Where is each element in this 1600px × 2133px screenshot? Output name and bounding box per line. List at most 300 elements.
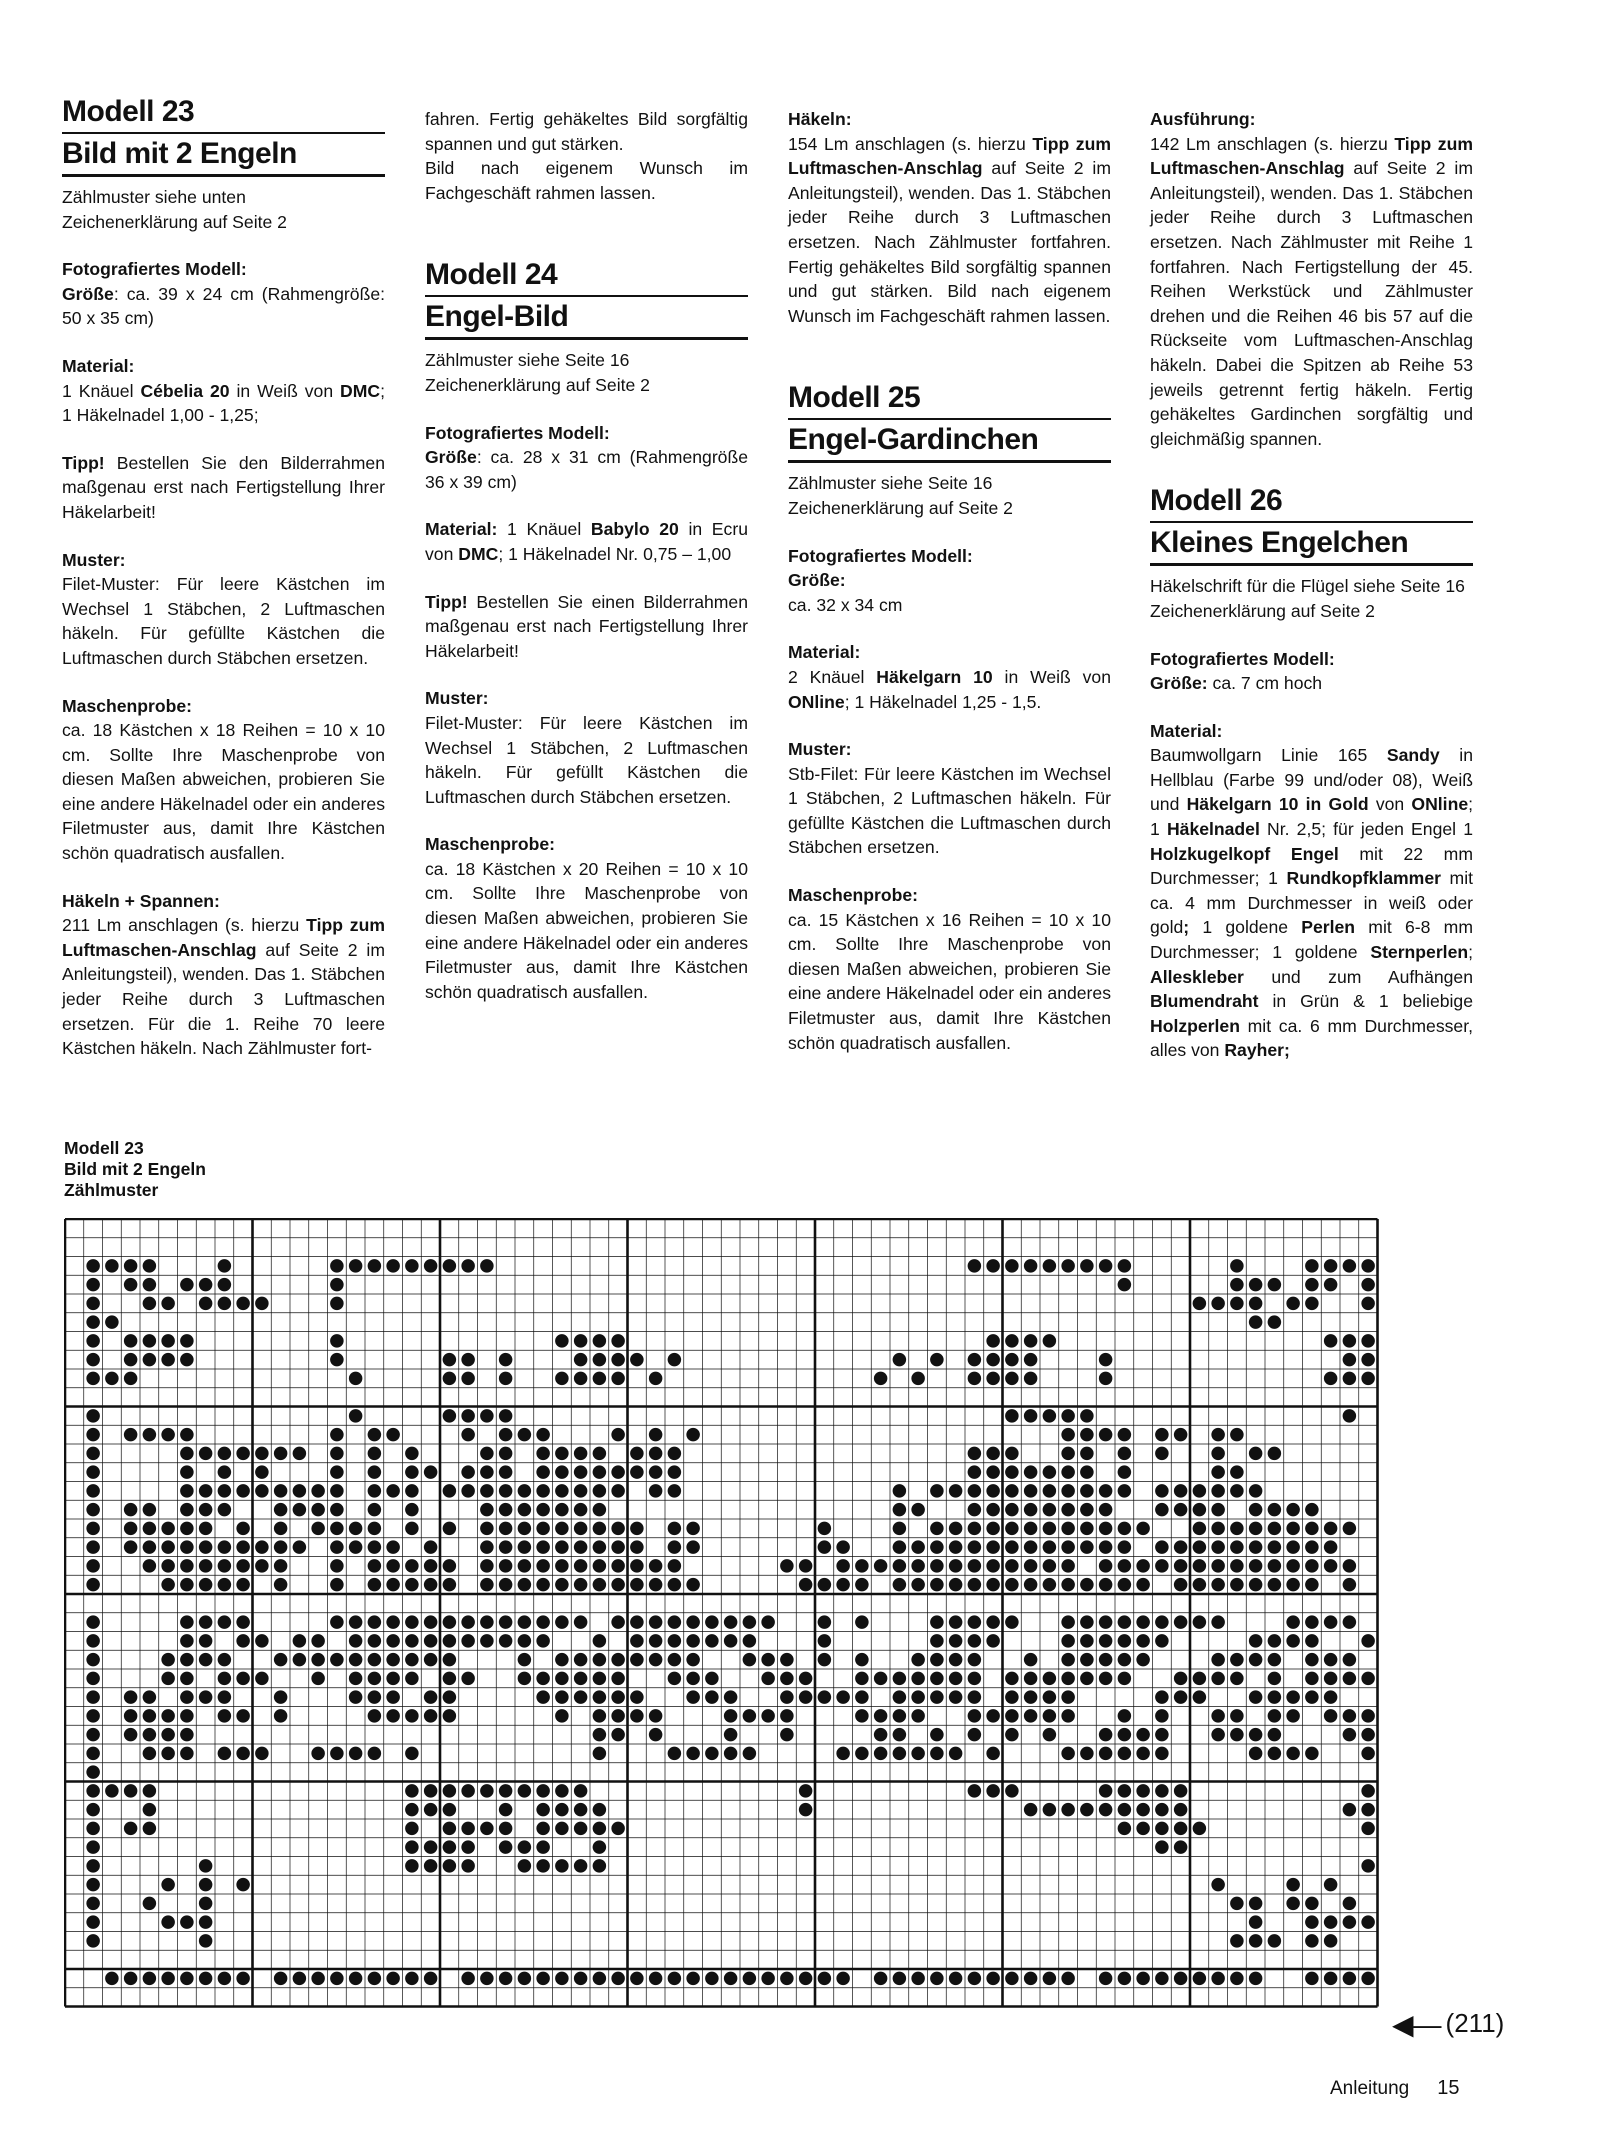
filled-square-dot (86, 1690, 100, 1704)
filled-square-dot (368, 1653, 382, 1667)
filled-square-dot (330, 1747, 344, 1761)
filled-square-dot (949, 1672, 963, 1686)
filled-square-dot (574, 1353, 588, 1367)
filled-square-dot (1211, 1428, 1225, 1442)
filled-square-dot (330, 1578, 344, 1592)
filled-square-dot (424, 1653, 438, 1667)
filled-square-dot (593, 1690, 607, 1704)
filled-square-dot (1099, 1259, 1113, 1273)
filled-square-dot (499, 1428, 513, 1442)
filled-square-dot (461, 1259, 475, 1273)
filled-square-dot (1005, 1465, 1019, 1479)
filled-square-dot (405, 1672, 419, 1686)
filled-square-dot (893, 1972, 907, 1986)
filled-square-dot (780, 1728, 794, 1742)
filled-square-dot (555, 1690, 569, 1704)
filled-square-dot (968, 1503, 982, 1517)
filled-square-dot (1099, 1484, 1113, 1498)
filled-square-dot (330, 1503, 344, 1517)
filled-square-dot (1361, 1915, 1375, 1929)
filled-square-dot (911, 1672, 925, 1686)
filled-square-dot (199, 1915, 213, 1929)
filled-square-dot (161, 1559, 175, 1573)
filled-square-dot (1343, 1578, 1357, 1592)
filled-square-dot (1061, 1747, 1075, 1761)
filled-square-dot (968, 1653, 982, 1667)
filled-square-dot (1155, 1540, 1169, 1554)
filled-square-dot (574, 1615, 588, 1629)
filled-square-dot (668, 1615, 682, 1629)
filled-square-dot (1024, 1503, 1038, 1517)
filled-square-dot (405, 1578, 419, 1592)
filled-square-dot (499, 1615, 513, 1629)
filled-square-dot (255, 1672, 269, 1686)
filled-square-dot (1305, 1915, 1319, 1929)
filled-square-dot (86, 1747, 100, 1761)
filled-square-dot (968, 1709, 982, 1723)
filled-square-dot (1286, 1690, 1300, 1704)
filled-square-dot (218, 1972, 232, 1986)
filled-square-dot (743, 1709, 757, 1723)
filled-square-dot (668, 1522, 682, 1536)
filled-square-dot (1024, 1522, 1038, 1536)
filled-square-dot (1043, 1709, 1057, 1723)
filled-square-dot (724, 1972, 738, 1986)
filled-square-dot (1305, 1615, 1319, 1629)
filled-square-dot (1211, 1878, 1225, 1892)
filled-square-dot (1324, 1972, 1338, 1986)
filled-square-dot (555, 1803, 569, 1817)
filled-square-dot (555, 1503, 569, 1517)
filled-square-dot (1099, 1634, 1113, 1648)
filled-square-dot (86, 1540, 100, 1554)
filled-square-dot (499, 1784, 513, 1798)
filled-square-dot (874, 1372, 888, 1386)
filled-square-dot (180, 1428, 194, 1442)
filled-square-dot (330, 1428, 344, 1442)
filled-square-dot (1230, 1484, 1244, 1498)
filled-square-dot (668, 1972, 682, 1986)
filled-square-dot (86, 1615, 100, 1629)
filled-square-dot (405, 1803, 419, 1817)
filled-square-dot (1136, 1803, 1150, 1817)
filled-square-dot (893, 1690, 907, 1704)
filled-square-dot (1155, 1747, 1169, 1761)
filled-square-dot (386, 1653, 400, 1667)
filled-square-dot (424, 1615, 438, 1629)
filled-square-dot (368, 1972, 382, 1986)
filled-square-dot (1136, 1747, 1150, 1761)
filled-square-dot (1043, 1690, 1057, 1704)
filled-square-dot (499, 1822, 513, 1836)
filled-square-dot (143, 1747, 157, 1761)
filled-square-dot (911, 1578, 925, 1592)
filled-square-dot (630, 1690, 644, 1704)
filled-square-dot (330, 1334, 344, 1348)
filled-square-dot (686, 1522, 700, 1536)
filled-square-dot (593, 1334, 607, 1348)
filled-square-dot (949, 1522, 963, 1536)
filled-square-dot (968, 1484, 982, 1498)
filled-square-dot (761, 1709, 775, 1723)
filled-square-dot (705, 1634, 719, 1648)
filled-square-dot (293, 1447, 307, 1461)
filled-square-dot (649, 1465, 663, 1479)
chart-caption-model: Modell 23 (64, 1138, 144, 1158)
filled-square-dot (1324, 1522, 1338, 1536)
filled-square-dot (255, 1465, 269, 1479)
filled-square-dot (1230, 1297, 1244, 1311)
model-23-size: Fotografiertes Modell: Größe: ca. 39 x 24 cm (Rahmengröße: 50 x 35 cm) (62, 259, 385, 329)
filled-square-dot (86, 1428, 100, 1442)
model-24-intro: Zählmuster siehe Seite 16 Zeichenerklärung auf Seite 2 (425, 350, 650, 395)
filled-square-dot (461, 1634, 475, 1648)
model-23-title (62, 95, 385, 177)
filled-square-dot (180, 1972, 194, 1986)
filled-square-dot (818, 1578, 832, 1592)
filled-square-dot (1268, 1934, 1282, 1948)
filled-square-dot (330, 1972, 344, 1986)
filled-square-dot (255, 1634, 269, 1648)
filled-square-dot (1343, 1672, 1357, 1686)
filled-square-dot (1024, 1353, 1038, 1367)
filled-square-dot (330, 1278, 344, 1292)
filled-square-dot (199, 1897, 213, 1911)
model-24-pattern: Muster: Filet-Muster: Für leere Kästchen im Wechsel 1 Stäbchen, 2 Luftmaschen häkeln. Für gefüllt Kästchen die Luftmaschen durch Stäbchen ersetzen. (425, 688, 748, 807)
filled-square-dot (368, 1447, 382, 1461)
model-25-execution: Ausführung: 142 Lm anschlagen (s. hierzu Tipp zum Luftmaschen-Anschlag auf Seite 2 im Anleitungsteil), wenden. Das 1. Stäbchen jeder Reihe durch 3 Luftmaschen ersetzen. Nach Zählmuster mit Reihe 1 fortfahren. Nach Fertigstellung der 45. Reihen Werkstück und Zählmuster drehen und die Reihen 46 bis 57 auf die Rückseite vom Luftmaschen-Anschlag häkeln. Dabei die Spitzen ab Reihe 53 jeweils getrennt fertig häkeln. Fertig gehäkeltes Gardinchen sorgfältig und gleichmäßig spannen. (1150, 109, 1473, 449)
model-23-number: Modell 23 (62, 95, 385, 134)
filled-square-dot (330, 1353, 344, 1367)
filled-square-dot (86, 1447, 100, 1461)
filled-square-dot (199, 1578, 213, 1592)
filled-square-dot (1286, 1747, 1300, 1761)
filled-square-dot (518, 1522, 532, 1536)
filled-square-dot (1305, 1503, 1319, 1517)
filled-square-dot (1080, 1653, 1094, 1667)
filled-square-dot (1343, 1915, 1357, 1929)
filled-square-dot (555, 1334, 569, 1348)
filled-square-dot (199, 1540, 213, 1554)
filled-square-dot (1080, 1578, 1094, 1592)
filled-square-dot (443, 1672, 457, 1686)
filled-square-dot (86, 1840, 100, 1854)
filled-square-dot (86, 1578, 100, 1592)
filled-square-dot (1118, 1559, 1132, 1573)
filled-square-dot (480, 1578, 494, 1592)
filled-square-dot (330, 1447, 344, 1461)
filled-square-dot (1005, 1690, 1019, 1704)
filled-square-dot (893, 1522, 907, 1536)
filled-square-dot (143, 1297, 157, 1311)
filled-square-dot (218, 1578, 232, 1592)
filled-square-dot (630, 1353, 644, 1367)
filled-square-dot (368, 1428, 382, 1442)
filled-square-dot (630, 1615, 644, 1629)
filled-square-dot (1136, 1615, 1150, 1629)
filled-square-dot (443, 1653, 457, 1667)
filled-square-dot (443, 1484, 457, 1498)
filled-square-dot (1118, 1484, 1132, 1498)
filled-square-dot (1061, 1447, 1075, 1461)
filled-square-dot (1061, 1503, 1075, 1517)
filled-square-dot (911, 1503, 925, 1517)
filled-square-dot (1230, 1728, 1244, 1742)
filled-square-dot (461, 1672, 475, 1686)
filled-square-dot (1268, 1447, 1282, 1461)
filled-square-dot (311, 1972, 325, 1986)
filled-square-dot (124, 1372, 138, 1386)
filled-square-dot (311, 1503, 325, 1517)
filled-square-dot (143, 1334, 157, 1348)
filled-square-dot (536, 1578, 550, 1592)
filled-square-dot (1343, 1615, 1357, 1629)
filled-square-dot (1305, 1653, 1319, 1667)
filled-square-dot (199, 1297, 213, 1311)
filled-square-dot (349, 1540, 363, 1554)
filled-square-dot (930, 1672, 944, 1686)
filled-square-dot (593, 1972, 607, 1986)
filled-square-dot (443, 1784, 457, 1798)
filled-square-dot (161, 1522, 175, 1536)
filled-square-dot (124, 1728, 138, 1742)
filled-square-dot (1343, 1559, 1357, 1573)
filled-square-dot (986, 1334, 1000, 1348)
filled-square-dot (574, 1334, 588, 1348)
filled-square-dot (611, 1578, 625, 1592)
filled-square-dot (949, 1559, 963, 1573)
filled-square-dot (86, 1728, 100, 1742)
filled-square-dot (1211, 1972, 1225, 1986)
filled-square-dot (368, 1503, 382, 1517)
filled-square-dot (86, 1765, 100, 1779)
filled-square-dot (686, 1428, 700, 1442)
filled-square-dot (1324, 1259, 1338, 1273)
filled-square-dot (180, 1559, 194, 1573)
filled-square-dot (180, 1522, 194, 1536)
filled-square-dot (1080, 1409, 1094, 1423)
filled-square-dot (1043, 1334, 1057, 1348)
filled-square-dot (536, 1615, 550, 1629)
model-24-crochet: Häkeln: 154 Lm anschlagen (s. hierzu Tipp zum Luftmaschen-Anschlag auf Seite 2 im Anleitungsteil), wenden. Das 1. Stäbchen jeder Reihe durch 3 Luftmaschen ersetzen. Nach Zählmuster fortfahren. Fertig gehäkeltes Bild sorgfältig spannen und gut stärken. Bild nach eigenem Wunsch im Fachgeschäft rahmen lassen. (788, 109, 1111, 326)
filled-square-dot (1324, 1559, 1338, 1573)
filled-square-dot (1249, 1578, 1263, 1592)
filled-square-dot (593, 1653, 607, 1667)
filled-square-dot (255, 1540, 269, 1554)
filled-square-dot (780, 1972, 794, 1986)
filled-square-dot (649, 1372, 663, 1386)
filled-square-dot (874, 1709, 888, 1723)
page-number: 15 (1437, 2077, 1460, 2099)
filled-square-dot (368, 1484, 382, 1498)
filled-square-dot (1061, 1484, 1075, 1498)
filled-square-dot (180, 1709, 194, 1723)
filled-square-dot (1174, 1840, 1188, 1854)
filled-square-dot (1155, 1559, 1169, 1573)
filled-square-dot (311, 1747, 325, 1761)
model-24-number: Modell 24 (425, 258, 748, 297)
filled-square-dot (518, 1559, 532, 1573)
filled-square-dot (1343, 1803, 1357, 1817)
filled-square-dot (293, 1503, 307, 1517)
filled-square-dot (236, 1747, 250, 1761)
filled-square-dot (593, 1578, 607, 1592)
filled-square-dot (518, 1840, 532, 1854)
filled-square-dot (1099, 1428, 1113, 1442)
filled-square-dot (968, 1672, 982, 1686)
filled-square-dot (1080, 1503, 1094, 1517)
filled-square-dot (1193, 1822, 1207, 1836)
filled-square-dot (1305, 1578, 1319, 1592)
filled-square-dot (143, 1709, 157, 1723)
filled-square-dot (986, 1784, 1000, 1798)
filled-square-dot (255, 1747, 269, 1761)
filled-square-dot (555, 1484, 569, 1498)
filled-square-dot (1305, 1972, 1319, 1986)
filled-square-dot (893, 1353, 907, 1367)
filled-square-dot (124, 1540, 138, 1554)
filled-square-dot (86, 1803, 100, 1817)
filled-square-dot (911, 1372, 925, 1386)
filled-square-dot (1249, 1315, 1263, 1329)
filled-square-dot (1061, 1540, 1075, 1554)
filled-square-dot (611, 1372, 625, 1386)
filled-square-dot (1118, 1784, 1132, 1798)
filled-square-dot (1080, 1540, 1094, 1554)
filled-square-dot (443, 1522, 457, 1536)
filled-square-dot (705, 1615, 719, 1629)
filled-square-dot (1155, 1615, 1169, 1629)
filled-square-dot (668, 1484, 682, 1498)
filled-square-dot (1286, 1578, 1300, 1592)
filled-square-dot (930, 1540, 944, 1554)
filled-square-dot (593, 1840, 607, 1854)
filled-square-dot (424, 1803, 438, 1817)
filled-square-dot (836, 1540, 850, 1554)
filled-square-dot (649, 1728, 663, 1742)
filled-square-dot (424, 1840, 438, 1854)
filled-square-dot (649, 1615, 663, 1629)
filled-square-dot (968, 1578, 982, 1592)
filled-square-dot (780, 1653, 794, 1667)
filled-square-dot (1361, 1672, 1375, 1686)
filled-square-dot (1118, 1634, 1132, 1648)
filled-square-dot (161, 1334, 175, 1348)
filled-square-dot (105, 1372, 119, 1386)
filled-square-dot (1118, 1447, 1132, 1461)
filled-square-dot (1005, 1540, 1019, 1554)
filled-square-dot (574, 1447, 588, 1461)
filled-square-dot (1080, 1484, 1094, 1498)
filled-square-dot (1118, 1747, 1132, 1761)
filled-square-dot (611, 1353, 625, 1367)
filled-square-dot (1118, 1672, 1132, 1686)
filled-square-dot (1249, 1653, 1263, 1667)
filled-square-dot (836, 1559, 850, 1573)
filled-square-dot (555, 1559, 569, 1573)
filled-square-dot (443, 1822, 457, 1836)
filled-square-dot (405, 1634, 419, 1648)
filled-square-dot (1268, 1522, 1282, 1536)
filled-square-dot (986, 1747, 1000, 1761)
filled-square-dot (1249, 1503, 1263, 1517)
filled-square-dot (1061, 1615, 1075, 1629)
filled-square-dot (536, 1822, 550, 1836)
filled-square-dot (1043, 1503, 1057, 1517)
filled-square-dot (593, 1447, 607, 1461)
filled-square-dot (236, 1972, 250, 1986)
filled-square-dot (1136, 1728, 1150, 1742)
filled-square-dot (1343, 1709, 1357, 1723)
filled-square-dot (1043, 1578, 1057, 1592)
filled-square-dot (1343, 1653, 1357, 1667)
filled-square-dot (86, 1297, 100, 1311)
filled-square-dot (855, 1690, 869, 1704)
filled-square-dot (1230, 1522, 1244, 1536)
filled-square-dot (1118, 1803, 1132, 1817)
filled-square-dot (86, 1372, 100, 1386)
filled-square-dot (349, 1653, 363, 1667)
filled-square-dot (236, 1447, 250, 1461)
filled-square-dot (86, 1559, 100, 1573)
filled-square-dot (424, 1859, 438, 1873)
filled-square-dot (236, 1540, 250, 1554)
filled-square-dot (499, 1578, 513, 1592)
filled-square-dot (349, 1409, 363, 1423)
filled-square-dot (1080, 1259, 1094, 1273)
filled-square-dot (1193, 1972, 1207, 1986)
filled-square-dot (1043, 1465, 1057, 1479)
filled-square-dot (1099, 1522, 1113, 1536)
filled-square-dot (593, 1465, 607, 1479)
filled-square-dot (1174, 1690, 1188, 1704)
filled-square-dot (1305, 1690, 1319, 1704)
filled-square-dot (218, 1447, 232, 1461)
filled-square-dot (1230, 1709, 1244, 1723)
filled-square-dot (1099, 1803, 1113, 1817)
filled-square-dot (1361, 1728, 1375, 1742)
filled-square-dot (424, 1540, 438, 1554)
filled-square-dot (386, 1709, 400, 1723)
filled-square-dot (668, 1747, 682, 1761)
filled-square-dot (255, 1447, 269, 1461)
filled-square-dot (1174, 1559, 1188, 1573)
filled-square-dot (1343, 1972, 1357, 1986)
filled-square-dot (218, 1259, 232, 1273)
filled-square-dot (1118, 1709, 1132, 1723)
model-23-material: Material: 1 Knäuel Cébelia 20 in Weiß von DMC; 1 Häkelnadel 1,00 - 1,25; (62, 355, 386, 426)
filled-square-dot (161, 1728, 175, 1742)
filled-square-dot (480, 1822, 494, 1836)
filled-square-dot (1211, 1709, 1225, 1723)
filled-square-dot (1324, 1690, 1338, 1704)
filled-square-dot (1249, 1484, 1263, 1498)
filled-square-dot (930, 1353, 944, 1367)
filled-square-dot (1230, 1578, 1244, 1592)
filled-square-dot (1005, 1972, 1019, 1986)
filled-square-dot (611, 1428, 625, 1442)
filled-square-dot (930, 1615, 944, 1629)
filled-square-dot (611, 1728, 625, 1742)
filled-square-dot (480, 1972, 494, 1986)
arrow-left-icon: ◀— (1392, 2009, 1442, 2040)
filled-square-dot (405, 1259, 419, 1273)
filled-square-dot (218, 1653, 232, 1667)
filled-square-dot (536, 1465, 550, 1479)
filled-square-dot (780, 1559, 794, 1573)
filled-square-dot (611, 1559, 625, 1573)
filled-square-dot (1043, 1259, 1057, 1273)
